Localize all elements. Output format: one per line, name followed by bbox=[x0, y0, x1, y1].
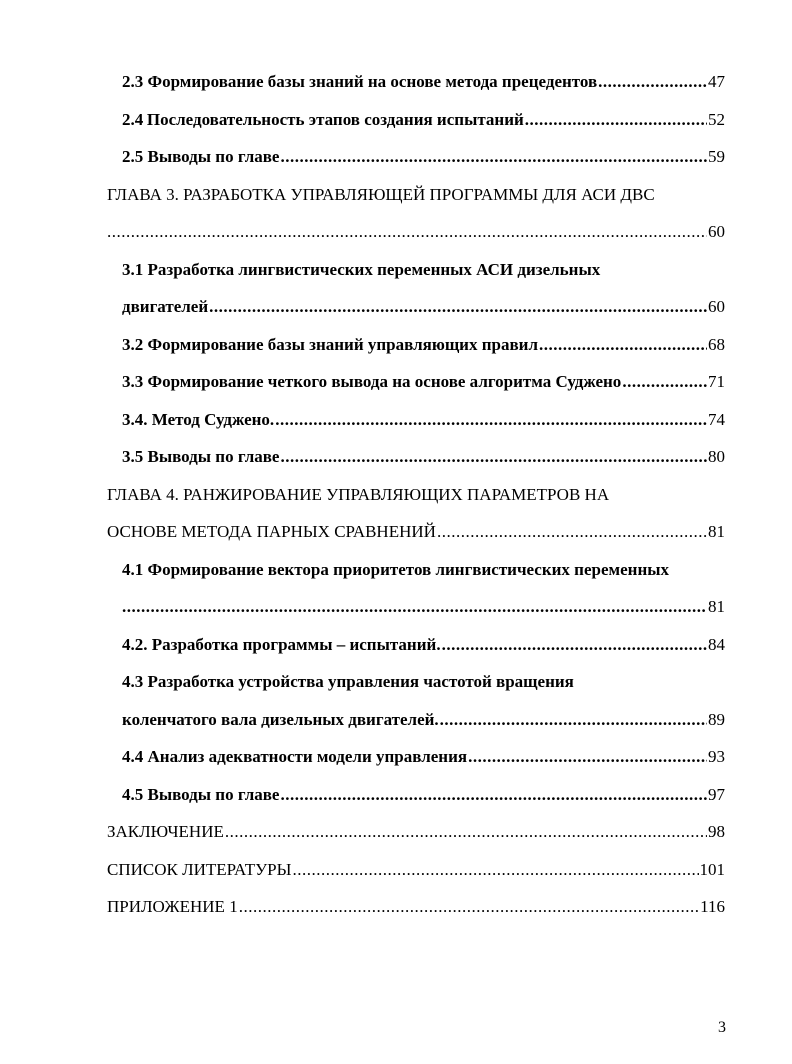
toc-entry-title: 4.5 Выводы по главе bbox=[122, 785, 280, 804]
toc-page-number: 97 bbox=[708, 785, 725, 804]
toc-leader-dots bbox=[437, 521, 707, 543]
toc-chapter-3-line2[interactable] bbox=[107, 221, 725, 243]
toc-entry-title: 3.3 Формирование четкого вывода на основе алгоритма Суджено bbox=[122, 372, 622, 391]
toc-entry-title: 2.3 Формирование базы знаний на основе метода прецедентов bbox=[122, 72, 598, 91]
toc-chapter-title: ГЛАВА 3. РАЗРАБОТКА УПРАВЛЯЮЩЕЙ ПРОГРАММЫ ДЛЯ АСИ ДВС bbox=[107, 185, 655, 204]
toc-entry-title: ПРИЛОЖЕНИЕ 1 bbox=[107, 897, 238, 916]
toc-page-number: 93 bbox=[708, 747, 725, 766]
toc-page-number: 74 bbox=[708, 410, 725, 429]
toc-leader-dots bbox=[280, 146, 707, 168]
toc-leader-dots bbox=[622, 371, 707, 393]
toc-entry-title: 3.2 Формирование базы знаний управляющих правил bbox=[122, 335, 538, 354]
page-number: 3 bbox=[718, 1019, 726, 1036]
toc-entry-title: 4.3 Разработка устройства управления частотой вращения bbox=[122, 672, 574, 691]
toc-entry-4-5[interactable] bbox=[122, 784, 725, 806]
toc-entry-title: 4.4 Анализ адекватности модели управления bbox=[122, 747, 468, 766]
toc-conclusion[interactable] bbox=[107, 821, 725, 843]
toc-page-number: 84 bbox=[708, 635, 725, 654]
toc-chapter-4-line1[interactable] bbox=[107, 484, 725, 506]
toc-entry-3-1-line2[interactable] bbox=[122, 296, 725, 318]
toc-entry-4-1-line1[interactable] bbox=[122, 559, 732, 581]
toc-leader-dots bbox=[275, 409, 707, 431]
toc-page-number: 71 bbox=[708, 372, 725, 391]
toc-chapter-title: ГЛАВА 4. РАНЖИРОВАНИЕ УПРАВЛЯЮЩИХ ПАРАМЕТРОВ НА bbox=[107, 485, 610, 504]
toc-leader-dots bbox=[209, 296, 707, 318]
toc-entry-title: 4.2. Разработка программы – испытаний. bbox=[122, 635, 441, 654]
toc-entry-title: Последовательность этапов создания испытаний bbox=[146, 110, 524, 129]
toc-entry-title-cont: двигателей bbox=[122, 297, 209, 316]
toc-entry-3-3[interactable] bbox=[122, 371, 725, 393]
toc-entry-2-4[interactable] bbox=[122, 109, 725, 131]
toc-leader-dots bbox=[468, 746, 707, 768]
toc-leader-dots bbox=[292, 859, 698, 881]
toc-page-number: 89 bbox=[708, 710, 725, 729]
toc-page-number: 47 bbox=[708, 72, 725, 91]
toc-page-number: 116 bbox=[700, 897, 725, 916]
toc-entry-4-3-line1[interactable] bbox=[122, 671, 725, 693]
toc-leader-dots bbox=[440, 709, 707, 731]
toc-entry-3-4[interactable] bbox=[122, 409, 725, 431]
toc-page-number: 80 bbox=[708, 447, 725, 466]
toc-entry-3-5[interactable] bbox=[122, 446, 725, 468]
toc-leader-dots bbox=[239, 896, 699, 918]
toc-page-number: 101 bbox=[699, 860, 725, 879]
toc-page-number: 81 bbox=[708, 522, 725, 541]
toc-entry-title-cont: коленчатого вала дизельных двигателей. bbox=[122, 710, 439, 729]
toc-entry-title: ЗАКЛЮЧЕНИЕ bbox=[107, 822, 224, 841]
toc-page-number: 59 bbox=[708, 147, 725, 166]
toc-entry-2-3[interactable] bbox=[122, 71, 725, 93]
toc-leader-dots bbox=[539, 334, 707, 356]
toc-entry-title: 3.5 Выводы по главе bbox=[122, 447, 280, 466]
toc-entry-title: 4.1 Формирование вектора приоритетов лингвистических переменных bbox=[122, 560, 670, 579]
toc-entry-3-2[interactable] bbox=[122, 334, 725, 356]
toc-entry-4-2[interactable] bbox=[122, 634, 725, 656]
toc-chapter-3-line1[interactable] bbox=[107, 184, 747, 206]
toc-entry-title: СПИСОК ЛИТЕРАТУРЫ bbox=[107, 860, 292, 879]
toc-leader-dots bbox=[280, 784, 707, 806]
toc-entry-2-5[interactable] bbox=[122, 146, 725, 168]
toc-page-number: 60 bbox=[708, 297, 725, 316]
toc-chapter-4-line2[interactable] bbox=[107, 521, 725, 543]
toc-leader-dots bbox=[442, 634, 707, 656]
toc-entry-4-1-line2[interactable] bbox=[122, 596, 725, 618]
toc-entry-4-3-line2[interactable] bbox=[122, 709, 725, 731]
toc-entry-3-1-line1[interactable] bbox=[122, 259, 725, 281]
toc-page-number: 98 bbox=[708, 822, 725, 841]
toc-leader-dots bbox=[122, 596, 707, 618]
toc-entry-title: 2.5 Выводы по главе bbox=[122, 147, 280, 166]
toc-leader-dots bbox=[280, 446, 707, 468]
toc-leader-dots bbox=[107, 221, 707, 243]
toc-chapter-title-cont: ОСНОВЕ МЕТОДА ПАРНЫХ СРАВНЕНИЙ bbox=[107, 522, 436, 541]
toc-page-number: 68 bbox=[708, 335, 725, 354]
toc-page-number: 60 bbox=[708, 222, 725, 241]
toc-leader-dots bbox=[225, 821, 707, 843]
toc-page-number: 81 bbox=[708, 597, 725, 616]
toc-entry-4-4[interactable] bbox=[122, 746, 725, 768]
toc-page-number: 52 bbox=[708, 110, 725, 129]
toc-appendix-1[interactable] bbox=[107, 896, 725, 918]
toc-entry-number: 2.4 bbox=[122, 110, 144, 129]
toc-leader-dots bbox=[598, 71, 707, 93]
toc-leader-dots bbox=[525, 109, 707, 131]
toc-entry-title: 3.1 Разработка лингвистических переменных АСИ дизельных bbox=[122, 260, 601, 279]
toc-references[interactable] bbox=[107, 859, 725, 881]
toc-entry-title: 3.4. Метод Суджено. bbox=[122, 410, 275, 429]
